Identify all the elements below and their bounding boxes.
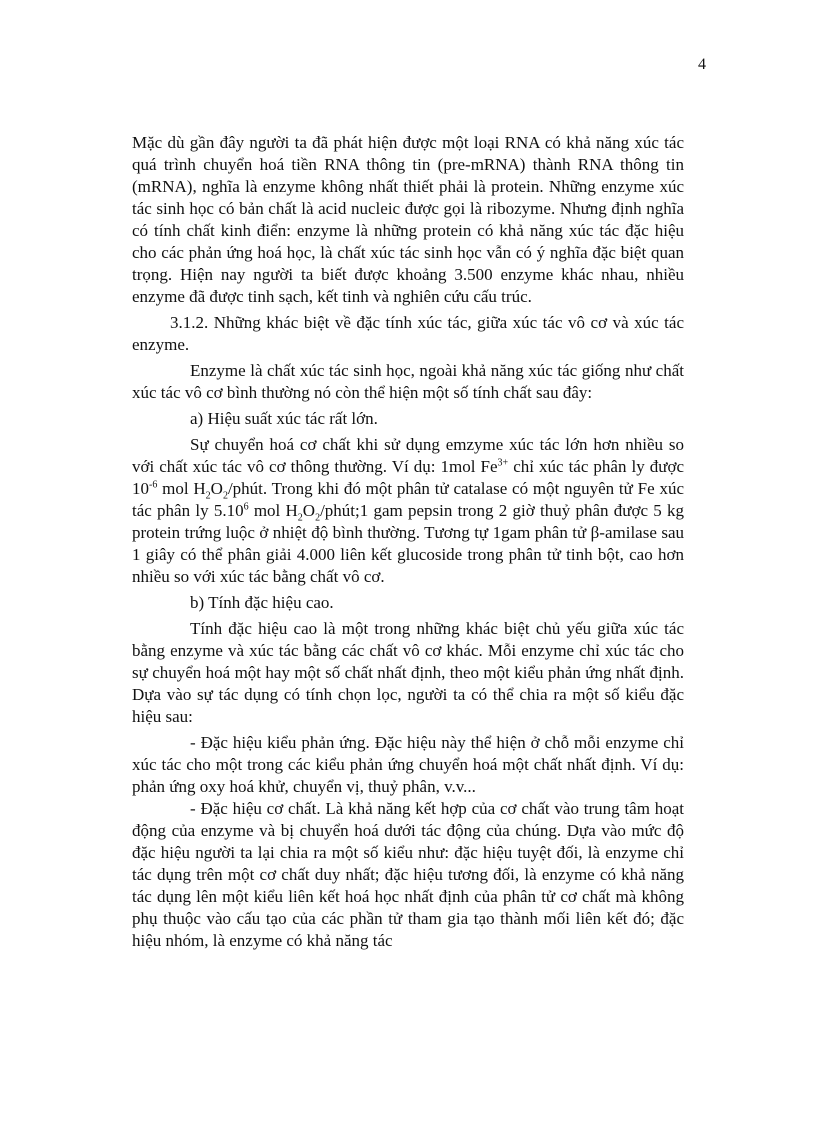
bullet-reaction-specificity: - Đặc hiệu kiểu phản ứng. Đặc hiệu này thể hiện ở chỗ mỗi enzyme chỉ xúc tác cho một trong các kiểu phản ứng chuyển hoá một chất nhất định. Ví dụ: phản ứng oxy hoá khử, chuyển vị, thuỷ phân, v.v... (132, 733, 684, 796)
superscript: -6 (149, 479, 158, 491)
subscript: 2 (205, 490, 211, 502)
page-number: 4 (698, 56, 706, 73)
subscript: 2 (297, 512, 303, 524)
text-run: mol H (248, 501, 298, 520)
text-run: O (210, 479, 223, 498)
text-run: /phút;1 gam pepsin trong 2 giờ thuỷ phân được 5 kg protein trứng luộc ở nhiệt độ bình thường. Tương tự 1gam phân tử β-amilase sau 1 giây có thể phân giải 4.000 liên kết glucoside trong phân tử tinh bột, cao hơn nhiều so với xúc tác bằng chất vô cơ. (132, 501, 684, 586)
bullet-substrate-specificity: - Đặc hiệu cơ chất. Là khả năng kết hợp của cơ chất vào trung tâm hoạt động của enzyme và bị chuyển hoá dưới tác động của chúng. Dựa vào mức độ đặc hiệu người ta lại chia ra một số kiểu như: đặc hiệu tuyệt đối, là enzyme chỉ tác dụng trên một cơ chất duy nhất; đặc hiệu tương đối, là enzyme có khả năng tác dụng lên một kiểu liên kết hoá học nhất định của phân tử cơ chất mà không phụ thuộc vào cấu tạo của các phần tử tham gia tạo thành mối liên kết đó; đặc hiệu nhóm, là enzyme có khả năng tác (132, 799, 684, 950)
text-run: Sự chuyển hoá cơ chất khi sử dụng emzyme xúc tác lớn hơn nhiều so với chất xúc tác vô cơ thông thường. Ví dụ: 1mol Fe (132, 435, 684, 476)
paragraph-high-specificity: Tính đặc hiệu cao là một trong những khác biệt chủ yếu giữa xúc tác bằng enzyme và xúc tác bằng các chất vô cơ khác. Mỗi enzyme chỉ xúc tác cho sự chuyển hoá một hay một số chất nhất định, theo một kiểu phản ứng nhất định. Dựa vào sự tác dụng có tính chọn lọc, người ta có thể chia ra một số kiểu đặc hiệu sau: (132, 619, 684, 726)
paragraph-catalytic-efficiency (132, 434, 684, 588)
paragraph-ribozyme: Mặc dù gần đây người ta đã phát hiện được một loại RNA có khả năng xúc tác quá trình chuyển hoá tiền RNA thông tin (pre-mRNA) thành RNA thông tin (mRNA), nghĩa là enzyme không nhất thiết phải là protein. Những enzyme xúc tác sinh học có bản chất là acid nucleic được gọi là ribozyme. Nhưng định nghĩa có tính chất kinh điển: enzyme là những protein có khả năng xúc tác đặc hiệu cho các phản ứng hoá học, là chất xúc tác sinh học vẫn có ý nghĩa đặc biệt quan trọng. Hiện nay người ta biết được khoảng 3.500 enzyme khác nhau, nhiều enzyme đã được tinh sạch, kết tinh và nghiên cứu cấu trúc. (132, 133, 684, 306)
text-run: /phút. Trong khi đó một phân tử catalase có một nguyên tử Fe xúc tác phân ly 5.10 (132, 479, 684, 520)
text-run: chỉ xúc tác phân ly được 10 (132, 457, 684, 498)
subheading-b: b) Tính đặc hiệu cao. (190, 593, 334, 612)
text-run: O (302, 501, 316, 520)
superscript: 3+ (497, 457, 509, 469)
section-heading-3-1-2: 3.1.2. Những khác biệt về đặc tính xúc tác, giữa xúc tác vô cơ và xúc tác enzyme. (132, 313, 684, 354)
superscript: 6 (243, 501, 249, 513)
document-body (132, 132, 684, 952)
subscript: 2 (315, 512, 321, 524)
subscript: 2 (222, 490, 228, 502)
subheading-a: a) Hiệu suất xúc tác rất lớn. (190, 409, 378, 428)
paragraph-enzyme-intro: Enzyme là chất xúc tác sinh học, ngoài khả năng xúc tác giống như chất xúc tác vô cơ bình thường nó còn thể hiện một số tính chất sau đây: (132, 361, 684, 402)
text-run: mol H (157, 479, 206, 498)
